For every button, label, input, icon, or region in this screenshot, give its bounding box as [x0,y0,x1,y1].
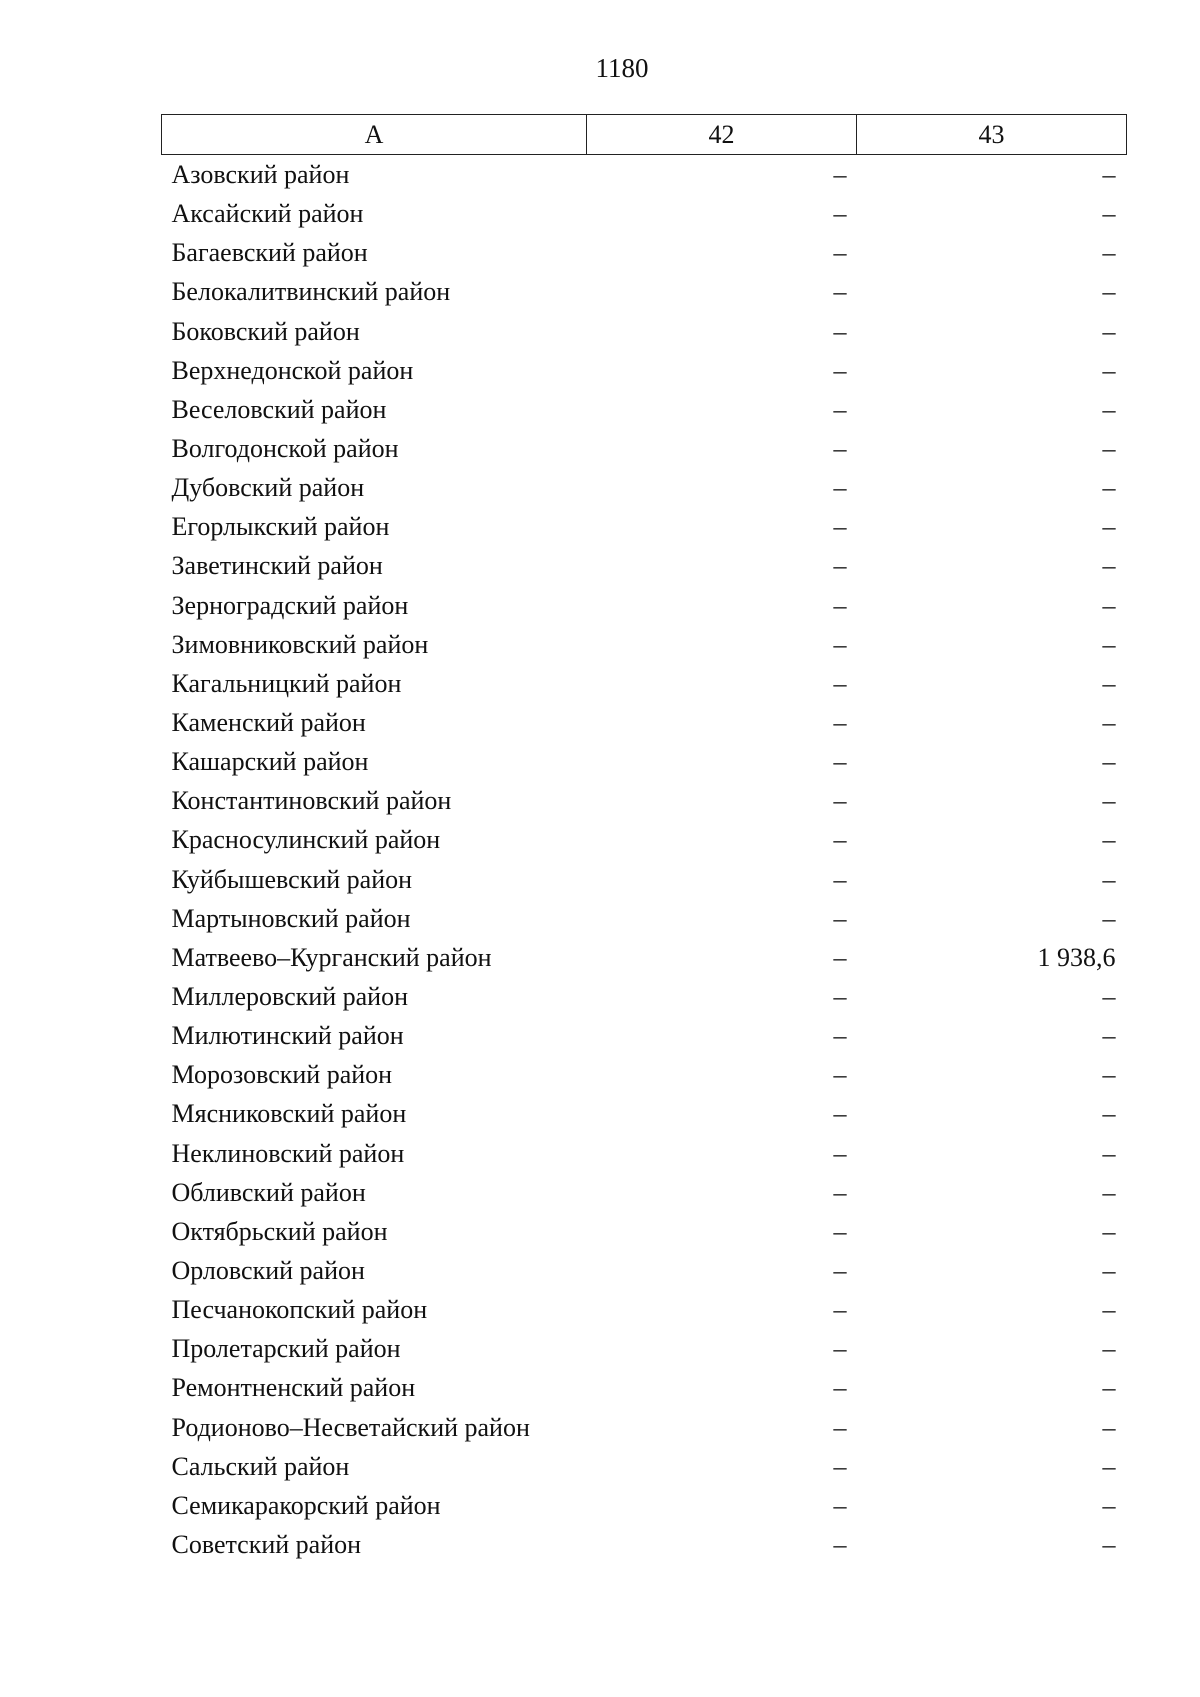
table-row [162,390,1127,429]
table-row [162,429,1127,468]
table-row [162,1212,1127,1251]
value-col-43: – [1102,708,1116,738]
district-name: Веселовский район [171,394,387,424]
district-name: Семикаракорский район [171,1490,441,1520]
value-col-43: – [1102,1451,1116,1481]
value-col-43: – [1102,747,1116,777]
table-row [162,1486,1127,1525]
table-row [162,468,1127,507]
district-name: Мясниковский район [171,1099,407,1129]
value-col-42: – [833,1021,847,1051]
table-row [162,1173,1127,1212]
district-name: Пролетарский район [171,1334,401,1364]
value-col-42: – [833,355,847,385]
table-row [162,1016,1127,1055]
value-col-43: – [1102,1373,1116,1403]
value-col-43: – [1102,394,1116,424]
table-row [162,155,1127,195]
value-col-43: 1 938,6 [1037,942,1116,972]
table-row [162,820,1127,859]
value-col-42: – [833,668,847,698]
value-col-42: – [833,394,847,424]
table-row [162,194,1127,233]
value-col-43: – [1102,1099,1116,1129]
district-name: Верхнедонской район [171,355,414,385]
district-name: Мартыновский район [171,903,411,933]
district-name: Обливский район [171,1177,366,1207]
table-row [162,1094,1127,1133]
value-col-43: – [1102,590,1116,620]
value-col-42: – [833,1529,847,1559]
value-col-43: – [1102,1412,1116,1442]
value-col-42: – [833,1451,847,1481]
district-name: Неклиновский район [171,1138,405,1168]
district-table-container [161,114,1126,1564]
value-col-43: – [1102,786,1116,816]
table-row [162,899,1127,938]
value-col-43: – [1102,1334,1116,1364]
table-row [162,233,1127,272]
value-col-43: – [1102,982,1116,1012]
table-row [162,664,1127,703]
value-col-43: – [1102,903,1116,933]
district-name: Кагальницкий район [171,668,402,698]
district-name: Егорлыкский район [171,512,390,542]
value-col-43: – [1102,1490,1116,1520]
value-col-42: – [833,1216,847,1246]
value-col-43: – [1102,355,1116,385]
value-col-42: – [833,825,847,855]
value-col-43: – [1102,1138,1116,1168]
district-name: Заветинский район [171,551,383,581]
district-name: Песчанокопский район [171,1295,428,1325]
value-col-43: – [1102,551,1116,581]
value-col-42: – [833,708,847,738]
value-col-42: – [833,1060,847,1090]
district-name: Родионово–Несветайский район [171,1412,530,1442]
value-col-43: – [1102,238,1116,268]
header-cell-42: 42 [587,115,857,155]
table-row [162,977,1127,1016]
district-name: Кашарский район [171,747,369,777]
value-col-42: – [833,1295,847,1325]
table-row [162,938,1127,977]
district-name: Сальский район [171,1451,350,1481]
value-col-42: – [833,1177,847,1207]
value-col-43: – [1102,277,1116,307]
table-row [162,781,1127,820]
page-number: 1180 [595,53,649,83]
table-row [162,312,1127,351]
district-table [161,114,1127,1564]
header-row [162,115,1127,155]
value-col-42: – [833,903,847,933]
table-row [162,272,1127,311]
value-col-42: – [833,434,847,464]
value-col-42: – [833,590,847,620]
table-row [162,703,1127,742]
table-row [162,1290,1127,1329]
district-name: Зимовниковский район [171,629,429,659]
table-row [162,1134,1127,1173]
table-row [162,546,1127,585]
district-name: Азовский район [171,160,350,190]
district-name: Ремонтненский район [171,1373,416,1403]
header-cell-43: 43 [857,115,1127,155]
district-name: Советский район [171,1529,362,1559]
table-row [162,1055,1127,1094]
value-col-43: – [1102,1295,1116,1325]
table-header [162,115,1127,155]
header-cell-a: А [162,115,587,155]
table-row [162,586,1127,625]
value-col-43: – [1102,1021,1116,1051]
value-col-43: – [1102,1529,1116,1559]
table-row [162,1329,1127,1368]
district-name: Аксайский район [171,199,364,229]
value-col-42: – [833,747,847,777]
value-col-42: – [833,786,847,816]
district-name: Багаевский район [171,238,368,268]
value-col-42: – [833,473,847,503]
table-row [162,742,1127,781]
value-col-43: – [1102,1256,1116,1285]
value-col-42: – [833,1256,847,1285]
district-name: Боковский район [171,316,360,346]
value-col-43: – [1102,668,1116,698]
value-col-43: – [1102,473,1116,503]
district-name: Волгодонской район [171,434,399,464]
table-row [162,1525,1127,1564]
value-col-42: – [833,982,847,1012]
table-row [162,507,1127,546]
value-col-43: – [1102,629,1116,659]
district-name: Матвеево–Курганский район [171,942,492,972]
value-col-42: – [833,1099,847,1129]
district-name: Белокалитвинский район [171,277,451,307]
district-name: Красносулинский район [171,825,441,855]
value-col-43: – [1102,434,1116,464]
district-name: Зерноградский район [171,590,409,620]
district-name: Милютинский район [171,1021,404,1051]
table-row [162,860,1127,899]
table-body [162,155,1127,1565]
value-col-42: – [833,942,847,972]
table-row [162,625,1127,664]
value-col-42: – [833,277,847,307]
value-col-42: – [833,1373,847,1403]
district-name: Миллеровский район [171,982,409,1012]
district-name: Октябрьский район [171,1216,388,1246]
value-col-42: – [833,1334,847,1364]
value-col-43: – [1102,512,1116,542]
value-col-43: – [1102,316,1116,346]
district-name: Константиновский район [171,786,452,816]
value-col-43: – [1102,1216,1116,1246]
value-col-42: – [833,512,847,542]
value-col-42: – [833,629,847,659]
district-name: Морозовский район [171,1060,393,1090]
value-col-43: – [1102,1177,1116,1207]
value-col-42: – [833,160,847,190]
table-row [162,1408,1127,1447]
table-row [162,1447,1127,1486]
value-col-42: – [833,864,847,894]
value-col-42: – [833,1490,847,1520]
value-col-43: – [1102,825,1116,855]
value-col-43: – [1102,160,1116,190]
value-col-43: – [1102,199,1116,229]
value-col-42: – [833,316,847,346]
district-name: Куйбышевский район [171,864,413,894]
value-col-43: – [1102,1060,1116,1090]
value-col-42: – [833,199,847,229]
district-name: Орловский район [171,1256,365,1285]
district-name: Каменский район [171,708,366,738]
value-col-42: – [833,551,847,581]
value-col-42: – [833,1138,847,1168]
value-col-42: – [833,1412,847,1442]
table-row [162,351,1127,390]
value-col-43: – [1102,864,1116,894]
table-row [162,1251,1127,1290]
table-row [162,1368,1127,1407]
value-col-42: – [833,238,847,268]
district-name: Дубовский район [171,473,365,503]
